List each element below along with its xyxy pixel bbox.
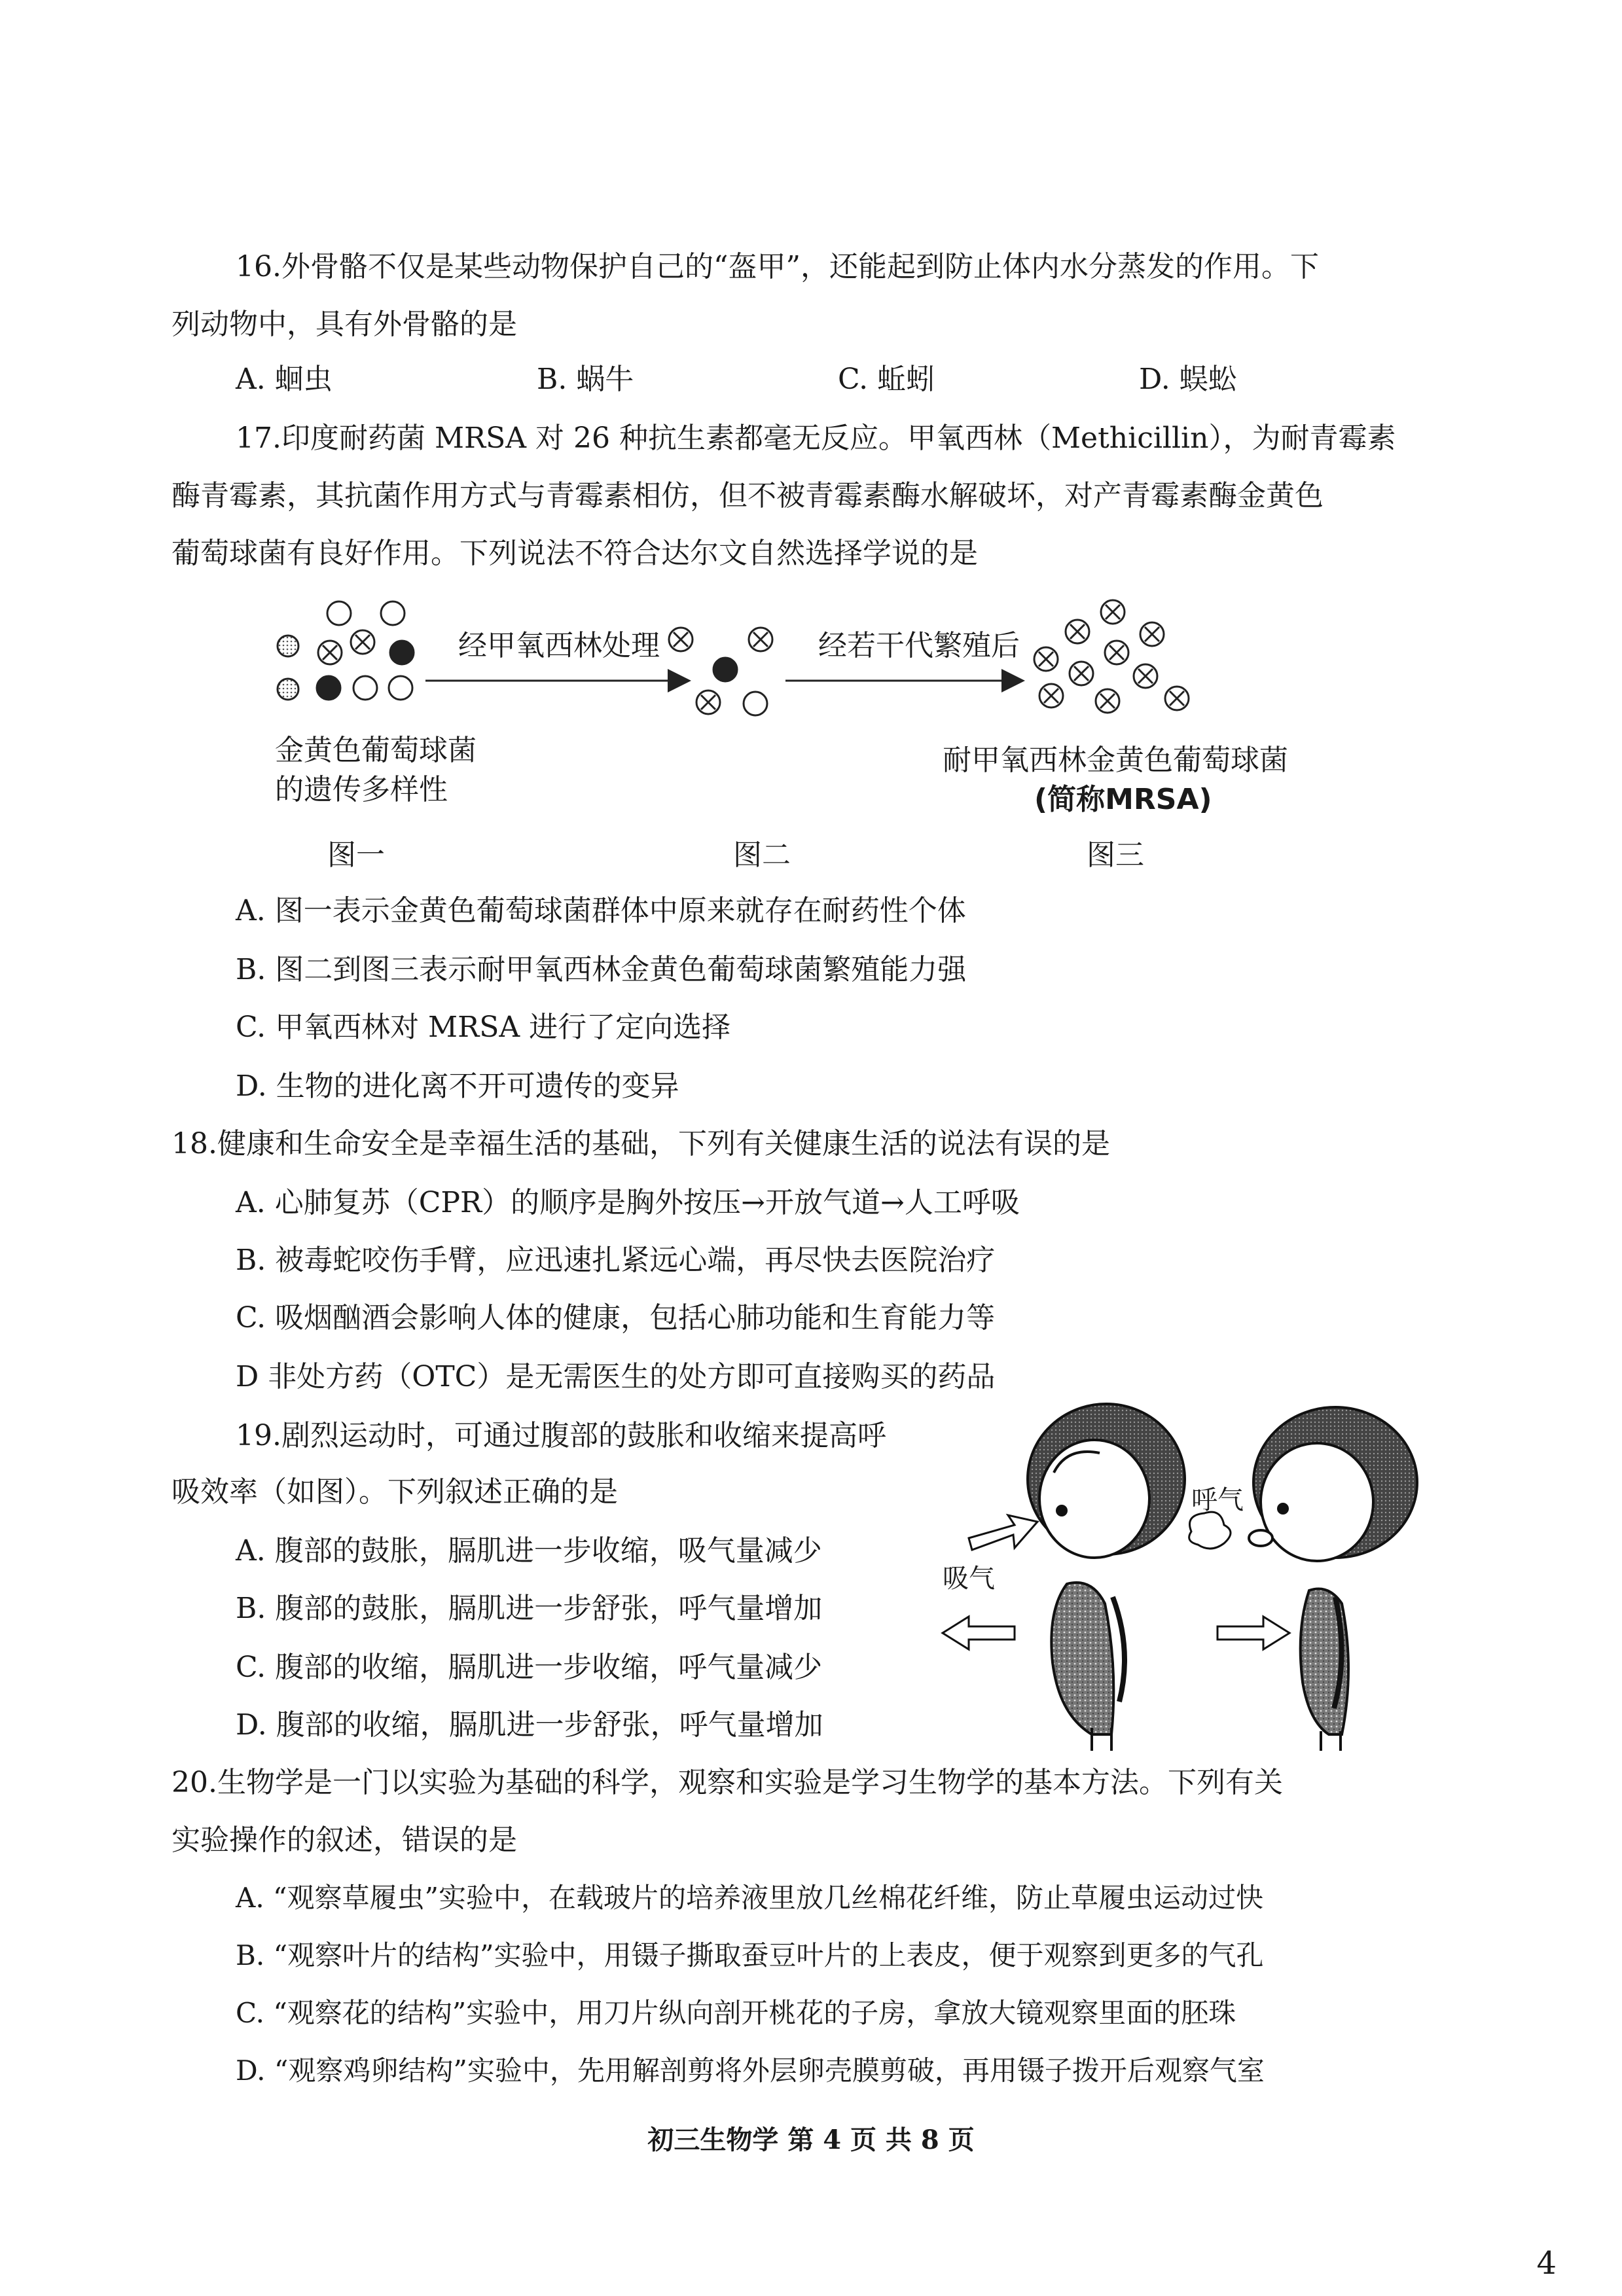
q16-option-d: D. 蜈蚣 [1139, 363, 1237, 396]
q20-option-b: B. “观察叶片的结构”实验中，用镊子撕取蚕豆叶片的上表皮，便于观察到更多的气孔 [236, 1939, 1264, 1971]
q16-stem-line1: 16.外骨骼不仅是某些动物保护自己的“盔甲”，还能起到防止体内水分蒸发的作用。下 [236, 250, 1319, 283]
q17-stem-line1: 17.印度耐药菌 MRSA 对 26 种抗生素都毫无反应。甲氧西林（Methicillin），为耐青霉素 [236, 422, 1396, 455]
arrow1-label: 经甲氧西林处理 [458, 629, 660, 662]
q16-option-b: B. 蜗牛 [537, 363, 634, 396]
inhale-arrow-icon [969, 1515, 1037, 1550]
q18-option-b: B. 被毒蛇咬伤手臂，应迅速扎紧远心端，再尽快去医院治疗 [236, 1244, 996, 1277]
figure1-bacteria [278, 601, 414, 700]
figure3-bacteria [1034, 600, 1189, 713]
figure3-caption: 图三 [1087, 838, 1144, 872]
figure1-caption: 图一 [327, 838, 385, 872]
exhale-puff-icon [1189, 1512, 1231, 1549]
q18-option-a: A. 心肺复苏（CPR）的顺序是胸外按压→开放气道→人工呼吸 [236, 1186, 1020, 1219]
figure2-bacteria [669, 628, 772, 715]
page-number: 4 [1536, 2245, 1557, 2282]
q16-stem-line2: 列动物中，具有外骨骼的是 [171, 308, 517, 341]
page-footer: 初三生物学 第 4 页 共 8 页 [647, 2125, 975, 2155]
figure1-label-line1: 金黄色葡萄球菌 [275, 734, 477, 767]
q17-option-c: C. 甲氧西林对 MRSA 进行了定向选择 [236, 1011, 731, 1044]
q20-option-a: A. “观察草履虫”实验中，在载玻片的培养液里放几丝棉花纤维，防止草履虫运动过快 [236, 1882, 1263, 1914]
q19-option-d: D. 腹部的收缩，膈肌进一步舒张，呼气量增加 [236, 1708, 823, 1742]
figure1-label-line2: 的遗传多样性 [275, 773, 448, 806]
q17-stem-line2: 酶青霉素，其抗菌作用方式与青霉素相仿，但不被青霉素酶水解破坏，对产青霉素酶金黄色 [171, 479, 1324, 512]
q18-option-d: D 非处方药（OTC）是无需医生的处方即可直接购买的药品 [236, 1360, 996, 1393]
inhale-person [1028, 1404, 1185, 1751]
q20-option-d: D. “观察鸡卵结构”实验中，先用解剖剪将外层卵壳膜剪破，再用镊子拨开后观察气室 [236, 2054, 1265, 2087]
inhale-label: 吸气 [943, 1564, 995, 1594]
q19-option-c: C. 腹部的收缩，膈肌进一步收缩，呼气量减少 [236, 1651, 823, 1684]
q18-stem: 18.健康和生命安全是幸福生活的基础，下列有关健康生活的说法有误的是 [171, 1127, 1110, 1160]
q19-stem-line1: 19.剧烈运动时，可通过腹部的鼓胀和收缩来提高呼 [236, 1419, 886, 1452]
arrow2-label: 经若干代繁殖后 [818, 629, 1020, 662]
q19-option-a: A. 腹部的鼓胀，膈肌进一步收缩，吸气量减少 [236, 1534, 822, 1568]
q17-option-d: D. 生物的进化离不开可遗传的变异 [236, 1069, 679, 1103]
q17-option-a: A. 图一表示金黄色葡萄球菌群体中原来就存在耐药性个体 [236, 894, 966, 927]
breathing-figure [916, 1401, 1466, 1754]
exhale-person [1249, 1407, 1417, 1751]
figure2-caption: 图二 [733, 838, 791, 872]
q20-stem-line1: 20.生物学是一门以实验为基础的科学，观察和实验是学习生物学的基本方法。下列有关 [171, 1766, 1283, 1799]
q16-option-c: C. 蚯蚓 [838, 363, 935, 396]
figure3-label-line2: (简称MRSA) [1034, 783, 1212, 816]
figure3-label-line1: 耐甲氧西林金黄色葡萄球菌 [943, 744, 1288, 777]
q17-stem-line3: 葡萄球菌有良好作用。下列说法不符合达尔文自然选择学说的是 [171, 537, 978, 570]
q19-option-b: B. 腹部的鼓胀，膈肌进一步舒张，呼气量增加 [236, 1592, 823, 1625]
contract-arrow-icon [1217, 1617, 1289, 1649]
q19-stem-line2: 吸效率（如图）。下列叙述正确的是 [171, 1475, 618, 1509]
q20-stem-line2: 实验操作的叙述，错误的是 [171, 1823, 517, 1857]
q20-option-c: C. “观察花的结构”实验中，用刀片纵向剖开桃花的子房，拿放大镜观察里面的胚珠 [236, 1997, 1236, 2029]
exhale-label: 呼气 [1191, 1485, 1244, 1515]
q16-option-a: A. 蛔虫 [236, 363, 333, 396]
q17-option-b: B. 图二到图三表示耐甲氧西林金黄色葡萄球菌繁殖能力强 [236, 953, 967, 986]
q18-option-c: C. 吸烟酗酒会影响人体的健康，包括心肺功能和生育能力等 [236, 1301, 996, 1335]
expand-arrow-icon [943, 1617, 1015, 1649]
